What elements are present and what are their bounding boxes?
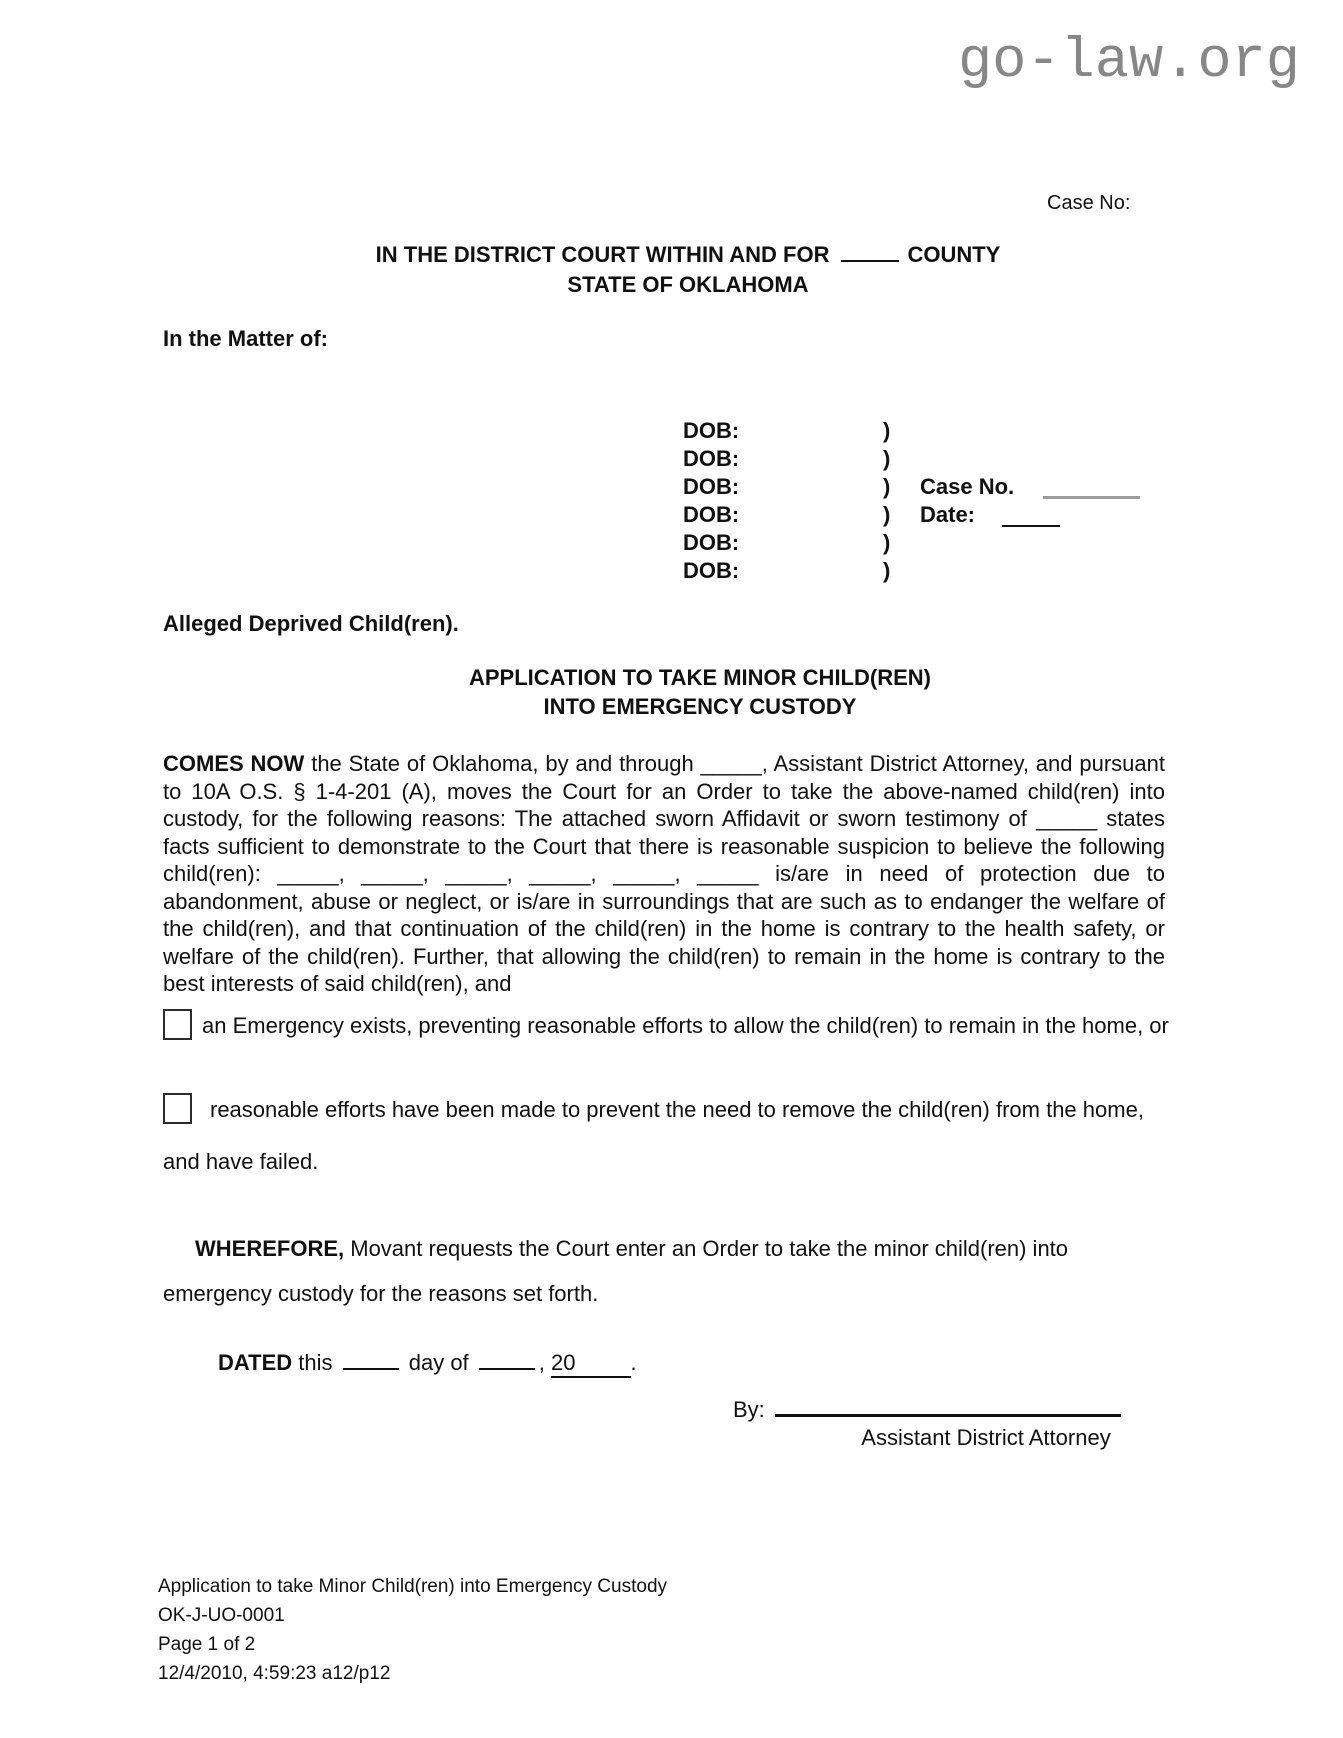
paren-mark: ) <box>883 558 891 583</box>
caption-row-6 <box>683 558 1203 586</box>
wherefore-lead: WHEREFORE, <box>195 1236 345 1261</box>
date-field[interactable] <box>1002 525 1060 527</box>
by-label: By: <box>733 1397 765 1422</box>
court-header-line1 <box>160 240 1216 270</box>
dated-period: . <box>630 1350 637 1375</box>
dob-label: DOB: <box>683 502 740 527</box>
caption-row-5 <box>683 530 1203 558</box>
option-reasonable-efforts-label: reasonable efforts have been made to prevent the need to remove the child(ren) from the home, and have failed. <box>163 1097 1144 1174</box>
case-no-top-label: Case No: <box>1047 192 1131 214</box>
court-header-line1-after: COUNTY <box>907 242 1001 267</box>
wherefore-paragraph <box>163 1226 1166 1316</box>
option-reasonable-efforts <box>163 1084 1176 1188</box>
dob-label: DOB: <box>683 530 740 555</box>
caption-block <box>683 418 1203 586</box>
footer-form-number: OK-J-UO-0001 <box>158 1605 285 1626</box>
paren-mark: ) <box>883 530 891 555</box>
emergency-exists-checkbox[interactable] <box>163 1009 192 1040</box>
wherefore-text: Movant requests the Court enter an Order to take the minor child(ren) into emergency custody for the reasons set forth. <box>163 1236 1069 1306</box>
paren-mark: ) <box>883 446 891 471</box>
day-field[interactable] <box>343 1352 399 1370</box>
paren-mark: ) <box>883 474 891 499</box>
signature-role-label: Assistant District Attorney <box>861 1425 1111 1450</box>
option-emergency-exists-label: an Emergency exists, preventing reasonable efforts to allow the child(ren) to remain in the home, or <box>202 1013 1169 1038</box>
year-prefix: 20 <box>551 1350 576 1375</box>
go-law-logo: go-law.org <box>957 30 1300 94</box>
caption-row-2 <box>683 446 1203 474</box>
dated-comma: , <box>538 1350 552 1375</box>
caption-row-1 <box>683 418 1203 446</box>
signature-field[interactable] <box>775 1396 1121 1417</box>
application-title-line1: APPLICATION TO TAKE MINOR CHILD(REN) <box>469 665 931 690</box>
court-header <box>160 240 1216 300</box>
dated-day-of-text: day of <box>402 1350 475 1375</box>
case-no-field[interactable] <box>1043 496 1140 499</box>
alleged-deprived-label: Alleged Deprived Child(ren). <box>163 611 459 636</box>
option-emergency-exists <box>163 1000 1176 1052</box>
footer-timestamp: 12/4/2010, 4:59:23 a12/p12 <box>158 1663 391 1684</box>
signature-block <box>733 1396 1159 1451</box>
county-field[interactable] <box>841 244 899 262</box>
court-header-line1-before: IN THE DISTRICT COURT WITHIN AND FOR <box>375 242 830 267</box>
dob-label: DOB: <box>683 446 740 471</box>
dated-line <box>218 1350 637 1378</box>
footer <box>158 1572 667 1688</box>
matter-of-label: In the Matter of: <box>163 326 328 351</box>
court-header-line2: STATE OF OKLAHOMA <box>567 272 809 297</box>
application-title-line2: INTO EMERGENCY CUSTODY <box>543 694 857 719</box>
dated-this-text: this <box>292 1350 339 1375</box>
footer-page-number: Page 1 of 2 <box>158 1634 256 1655</box>
dated-lead: DATED <box>218 1350 293 1375</box>
year-field[interactable] <box>551 1350 630 1378</box>
application-title <box>190 663 1210 721</box>
comes-now-paragraph <box>163 750 1165 998</box>
caption-case-no-label: Case No. <box>920 474 1015 499</box>
caption-row-3 <box>683 474 1203 502</box>
comes-now-text: the State of Oklahoma, by and through _____, Assistant District Attorney, and pursuant to 10A O.S. § 1-4-201 (A), moves the Court for an Order to take the above-named child(ren) into custody, for the following reasons: The attached sworn Affidavit or sworn testimony of _____ states facts sufficient to demonstrate to the Court that there is reasonable suspicion to believe the following child(ren): _____, _____, _____, _____, _____, _____ is/are in need of protection due to abandonment, abuse or neglect, or is/are in surroundings that are such as to endanger the welfare of the child(ren), and that continuation of the child(ren) in the home is contrary to the health safety, or welfare of the child(ren). Further, that allowing the child(ren) to remain in the home is contrary to the best interests of said child(ren), and <box>163 751 1165 996</box>
comes-now-lead: COMES NOW <box>163 751 305 776</box>
paren-mark: ) <box>883 418 891 443</box>
caption-row-4 <box>683 502 1203 530</box>
dob-label: DOB: <box>683 418 740 443</box>
footer-document-title: Application to take Minor Child(ren) into Emergency Custody <box>158 1576 668 1597</box>
month-field[interactable] <box>479 1352 535 1370</box>
caption-date-label: Date: <box>920 502 976 527</box>
reasonable-efforts-checkbox[interactable] <box>163 1093 192 1124</box>
dob-label: DOB: <box>683 474 740 499</box>
paren-mark: ) <box>883 502 891 527</box>
dob-label: DOB: <box>683 558 740 583</box>
